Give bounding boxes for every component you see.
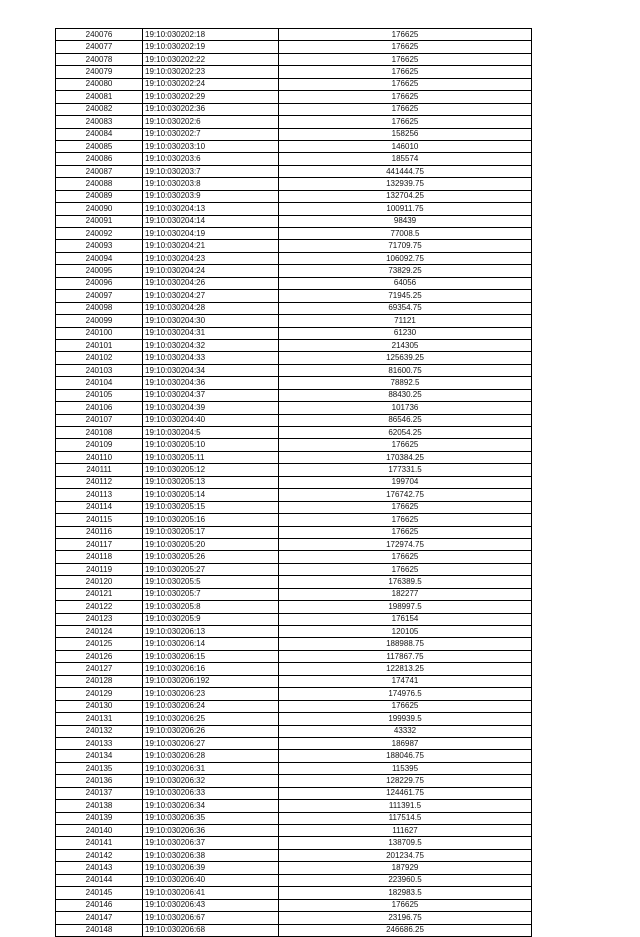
- row-number-cell: 240088: [56, 178, 143, 190]
- table-row: [56, 389, 532, 401]
- row-number-cell: 240097: [56, 290, 143, 302]
- cadastral-value-table: [55, 28, 532, 937]
- value-cell: 186987: [279, 737, 532, 749]
- cadastral-number-cell: 19:10:030203:6: [143, 153, 279, 165]
- table-row: [56, 451, 532, 463]
- value-cell: 88430.25: [279, 389, 532, 401]
- table-row: [56, 912, 532, 924]
- table-row: [56, 551, 532, 563]
- row-number-cell: 240137: [56, 787, 143, 799]
- row-number-cell: 240125: [56, 638, 143, 650]
- row-number-cell: 240077: [56, 41, 143, 53]
- value-cell: 61230: [279, 327, 532, 339]
- row-number-cell: 240090: [56, 203, 143, 215]
- value-cell: 176625: [279, 526, 532, 538]
- row-number-cell: 240094: [56, 252, 143, 264]
- value-cell: 176625: [279, 66, 532, 78]
- table-row: [56, 576, 532, 588]
- value-cell: 146010: [279, 140, 532, 152]
- value-cell: 246686.25: [279, 924, 532, 936]
- cadastral-number-cell: 19:10:030206:25: [143, 713, 279, 725]
- cadastral-number-cell: 19:10:030204:13: [143, 203, 279, 215]
- cadastral-number-cell: 19:10:030206:35: [143, 812, 279, 824]
- row-number-cell: 240103: [56, 364, 143, 376]
- cadastral-number-cell: 19:10:030202:36: [143, 103, 279, 115]
- cadastral-number-cell: 19:10:030206:39: [143, 862, 279, 874]
- cadastral-number-cell: 19:10:030203:9: [143, 190, 279, 202]
- row-number-cell: 240116: [56, 526, 143, 538]
- row-number-cell: 240096: [56, 277, 143, 289]
- cadastral-number-cell: 19:10:030205:8: [143, 601, 279, 613]
- value-cell: 111391.5: [279, 800, 532, 812]
- table-row: [56, 489, 532, 501]
- cadastral-number-cell: 19:10:030204:23: [143, 252, 279, 264]
- row-number-cell: 240099: [56, 315, 143, 327]
- row-number-cell: 240098: [56, 302, 143, 314]
- row-number-cell: 240132: [56, 725, 143, 737]
- value-cell: 125639.25: [279, 352, 532, 364]
- cadastral-number-cell: 19:10:030206:24: [143, 700, 279, 712]
- value-cell: 176625: [279, 41, 532, 53]
- table-row: [56, 414, 532, 426]
- value-cell: 176625: [279, 116, 532, 128]
- row-number-cell: 240112: [56, 476, 143, 488]
- row-number-cell: 240084: [56, 128, 143, 140]
- table-row: [56, 775, 532, 787]
- table-row: [56, 700, 532, 712]
- row-number-cell: 240133: [56, 737, 143, 749]
- value-cell: 441444.75: [279, 165, 532, 177]
- cadastral-number-cell: 19:10:030202:18: [143, 29, 279, 41]
- row-number-cell: 240121: [56, 588, 143, 600]
- row-number-cell: 240110: [56, 451, 143, 463]
- cadastral-number-cell: 19:10:030204:24: [143, 265, 279, 277]
- table-row: [56, 402, 532, 414]
- cadastral-number-cell: 19:10:030204:37: [143, 389, 279, 401]
- row-number-cell: 240148: [56, 924, 143, 936]
- cadastral-number-cell: 19:10:030205:9: [143, 613, 279, 625]
- table-row: [56, 787, 532, 799]
- value-cell: 174741: [279, 675, 532, 687]
- row-number-cell: 240081: [56, 91, 143, 103]
- cadastral-number-cell: 19:10:030204:28: [143, 302, 279, 314]
- table-row: [56, 725, 532, 737]
- cadastral-number-cell: 19:10:030204:34: [143, 364, 279, 376]
- value-cell: 182983.5: [279, 887, 532, 899]
- cadastral-number-cell: 19:10:030205:15: [143, 501, 279, 513]
- row-number-cell: 240079: [56, 66, 143, 78]
- cadastral-number-cell: 19:10:030205:12: [143, 464, 279, 476]
- cadastral-number-cell: 19:10:030206:34: [143, 800, 279, 812]
- row-number-cell: 240145: [56, 887, 143, 899]
- table-row: [56, 688, 532, 700]
- row-number-cell: 240147: [56, 912, 143, 924]
- value-cell: 176625: [279, 29, 532, 41]
- value-cell: 117514.5: [279, 812, 532, 824]
- cadastral-number-cell: 19:10:030206:27: [143, 737, 279, 749]
- row-number-cell: 240146: [56, 899, 143, 911]
- value-cell: 185574: [279, 153, 532, 165]
- row-number-cell: 240120: [56, 576, 143, 588]
- value-cell: 214305: [279, 339, 532, 351]
- cadastral-number-cell: 19:10:030205:10: [143, 439, 279, 451]
- value-cell: 174976.5: [279, 688, 532, 700]
- value-cell: 188988.75: [279, 638, 532, 650]
- table-row: [56, 315, 532, 327]
- row-number-cell: 240093: [56, 240, 143, 252]
- row-number-cell: 240136: [56, 775, 143, 787]
- table-row: [56, 887, 532, 899]
- row-number-cell: 240140: [56, 825, 143, 837]
- row-number-cell: 240141: [56, 837, 143, 849]
- table-row: [56, 240, 532, 252]
- cadastral-number-cell: 19:10:030205:11: [143, 451, 279, 463]
- cadastral-number-cell: 19:10:030203:7: [143, 165, 279, 177]
- cadastral-number-cell: 19:10:030204:19: [143, 228, 279, 240]
- table-row: [56, 66, 532, 78]
- value-cell: 201234.75: [279, 849, 532, 861]
- value-cell: 176625: [279, 78, 532, 90]
- table-row: [56, 377, 532, 389]
- cadastral-number-cell: 19:10:030205:20: [143, 538, 279, 550]
- row-number-cell: 240102: [56, 352, 143, 364]
- row-number-cell: 240144: [56, 874, 143, 886]
- cadastral-number-cell: 19:10:030206:192: [143, 675, 279, 687]
- row-number-cell: 240117: [56, 538, 143, 550]
- cadastral-number-cell: 19:10:030204:14: [143, 215, 279, 227]
- value-cell: 71709.75: [279, 240, 532, 252]
- row-number-cell: 240101: [56, 339, 143, 351]
- value-cell: 176625: [279, 514, 532, 526]
- cadastral-number-cell: 19:10:030206:26: [143, 725, 279, 737]
- cadastral-number-cell: 19:10:030206:68: [143, 924, 279, 936]
- table-row: [56, 812, 532, 824]
- value-cell: 73829.25: [279, 265, 532, 277]
- cadastral-number-cell: 19:10:030203:8: [143, 178, 279, 190]
- value-cell: 176625: [279, 53, 532, 65]
- cadastral-number-cell: 19:10:030202:7: [143, 128, 279, 140]
- cadastral-number-cell: 19:10:030206:37: [143, 837, 279, 849]
- table-row: [56, 899, 532, 911]
- row-number-cell: 240115: [56, 514, 143, 526]
- cadastral-number-cell: 19:10:030205:5: [143, 576, 279, 588]
- row-number-cell: 240092: [56, 228, 143, 240]
- value-cell: 78892.5: [279, 377, 532, 389]
- table-row: [56, 626, 532, 638]
- value-cell: 100911.75: [279, 203, 532, 215]
- cadastral-number-cell: 19:10:030204:27: [143, 290, 279, 302]
- table-row: [56, 427, 532, 439]
- row-number-cell: 240134: [56, 750, 143, 762]
- value-cell: 64056: [279, 277, 532, 289]
- row-number-cell: 240087: [56, 165, 143, 177]
- table-row: [56, 116, 532, 128]
- row-number-cell: 240076: [56, 29, 143, 41]
- table-row: [56, 153, 532, 165]
- cadastral-number-cell: 19:10:030202:24: [143, 78, 279, 90]
- table-row: [56, 514, 532, 526]
- value-cell: 176625: [279, 103, 532, 115]
- value-cell: 122813.25: [279, 663, 532, 675]
- row-number-cell: 240129: [56, 688, 143, 700]
- row-number-cell: 240130: [56, 700, 143, 712]
- cadastral-number-cell: 19:10:030206:15: [143, 650, 279, 662]
- table-row: [56, 265, 532, 277]
- table-row: [56, 29, 532, 41]
- cadastral-number-cell: 19:10:030204:40: [143, 414, 279, 426]
- value-cell: 177331.5: [279, 464, 532, 476]
- table-row: [56, 91, 532, 103]
- table-row: [56, 290, 532, 302]
- cadastral-number-cell: 19:10:030205:27: [143, 563, 279, 575]
- cadastral-number-cell: 19:10:030202:23: [143, 66, 279, 78]
- row-number-cell: 240143: [56, 862, 143, 874]
- value-cell: 176625: [279, 91, 532, 103]
- value-cell: 176625: [279, 899, 532, 911]
- value-cell: 132939.75: [279, 178, 532, 190]
- table-row: [56, 178, 532, 190]
- value-cell: 172974.75: [279, 538, 532, 550]
- value-cell: 199939.5: [279, 713, 532, 725]
- row-number-cell: 240126: [56, 650, 143, 662]
- table-row: [56, 650, 532, 662]
- cadastral-number-cell: 19:10:030204:26: [143, 277, 279, 289]
- table-row: [56, 364, 532, 376]
- cadastral-number-cell: 19:10:030206:32: [143, 775, 279, 787]
- value-cell: 198997.5: [279, 601, 532, 613]
- cadastral-number-cell: 19:10:030202:29: [143, 91, 279, 103]
- cadastral-number-cell: 19:10:030205:14: [143, 489, 279, 501]
- row-number-cell: 240139: [56, 812, 143, 824]
- table-row: [56, 140, 532, 152]
- table-body: [56, 29, 532, 937]
- row-number-cell: 240123: [56, 613, 143, 625]
- table-row: [56, 924, 532, 936]
- table-row: [56, 601, 532, 613]
- value-cell: 170384.25: [279, 451, 532, 463]
- cadastral-number-cell: 19:10:030202:6: [143, 116, 279, 128]
- value-cell: 98439: [279, 215, 532, 227]
- cadastral-number-cell: 19:10:030205:17: [143, 526, 279, 538]
- row-number-cell: 240111: [56, 464, 143, 476]
- table-row: [56, 675, 532, 687]
- cadastral-number-cell: 19:10:030205:13: [143, 476, 279, 488]
- value-cell: 77008.5: [279, 228, 532, 240]
- cadastral-number-cell: 19:10:030204:36: [143, 377, 279, 389]
- table-row: [56, 613, 532, 625]
- row-number-cell: 240109: [56, 439, 143, 451]
- row-number-cell: 240080: [56, 78, 143, 90]
- row-number-cell: 240100: [56, 327, 143, 339]
- value-cell: 23196.75: [279, 912, 532, 924]
- table-row: [56, 526, 532, 538]
- row-number-cell: 240095: [56, 265, 143, 277]
- value-cell: 43332: [279, 725, 532, 737]
- cadastral-number-cell: 19:10:030204:31: [143, 327, 279, 339]
- table-row: [56, 501, 532, 513]
- row-number-cell: 240114: [56, 501, 143, 513]
- value-cell: 182277: [279, 588, 532, 600]
- table-row: [56, 476, 532, 488]
- cadastral-number-cell: 19:10:030206:16: [143, 663, 279, 675]
- value-cell: 106092.75: [279, 252, 532, 264]
- cadastral-number-cell: 19:10:030204:33: [143, 352, 279, 364]
- table-row: [56, 190, 532, 202]
- value-cell: 176625: [279, 700, 532, 712]
- value-cell: 115395: [279, 762, 532, 774]
- table-row: [56, 862, 532, 874]
- row-number-cell: 240108: [56, 427, 143, 439]
- table-row: [56, 849, 532, 861]
- value-cell: 158256: [279, 128, 532, 140]
- value-cell: 188046.75: [279, 750, 532, 762]
- value-cell: 81600.75: [279, 364, 532, 376]
- row-number-cell: 240127: [56, 663, 143, 675]
- row-number-cell: 240086: [56, 153, 143, 165]
- table-row: [56, 103, 532, 115]
- row-number-cell: 240138: [56, 800, 143, 812]
- table-row: [56, 252, 532, 264]
- table-row: [56, 203, 532, 215]
- cadastral-number-cell: 19:10:030202:22: [143, 53, 279, 65]
- table-row: [56, 588, 532, 600]
- cadastral-number-cell: 19:10:030203:10: [143, 140, 279, 152]
- cadastral-value-table-sheet: [55, 28, 531, 937]
- table-row: [56, 750, 532, 762]
- value-cell: 101736: [279, 402, 532, 414]
- value-cell: 176389.5: [279, 576, 532, 588]
- table-row: [56, 302, 532, 314]
- row-number-cell: 240082: [56, 103, 143, 115]
- value-cell: 176154: [279, 613, 532, 625]
- table-row: [56, 78, 532, 90]
- value-cell: 176742.75: [279, 489, 532, 501]
- value-cell: 187929: [279, 862, 532, 874]
- cadastral-number-cell: 19:10:030206:14: [143, 638, 279, 650]
- table-row: [56, 41, 532, 53]
- row-number-cell: 240091: [56, 215, 143, 227]
- value-cell: 176625: [279, 563, 532, 575]
- table-row: [56, 800, 532, 812]
- row-number-cell: 240083: [56, 116, 143, 128]
- value-cell: 128229.75: [279, 775, 532, 787]
- cadastral-number-cell: 19:10:030205:26: [143, 551, 279, 563]
- value-cell: 223960.5: [279, 874, 532, 886]
- table-row: [56, 339, 532, 351]
- row-number-cell: 240107: [56, 414, 143, 426]
- table-row: [56, 464, 532, 476]
- table-row: [56, 215, 532, 227]
- cadastral-number-cell: 19:10:030206:28: [143, 750, 279, 762]
- row-number-cell: 240142: [56, 849, 143, 861]
- cadastral-number-cell: 19:10:030206:43: [143, 899, 279, 911]
- value-cell: 111627: [279, 825, 532, 837]
- value-cell: 117867.75: [279, 650, 532, 662]
- cadastral-number-cell: 19:10:030206:67: [143, 912, 279, 924]
- table-row: [56, 638, 532, 650]
- table-row: [56, 53, 532, 65]
- table-row: [56, 825, 532, 837]
- value-cell: 86546.25: [279, 414, 532, 426]
- row-number-cell: 240119: [56, 563, 143, 575]
- table-row: [56, 563, 532, 575]
- table-row: [56, 165, 532, 177]
- row-number-cell: 240124: [56, 626, 143, 638]
- cadastral-number-cell: 19:10:030204:5: [143, 427, 279, 439]
- row-number-cell: 240104: [56, 377, 143, 389]
- row-number-cell: 240089: [56, 190, 143, 202]
- table-row: [56, 762, 532, 774]
- value-cell: 138709.5: [279, 837, 532, 849]
- row-number-cell: 240078: [56, 53, 143, 65]
- table-row: [56, 737, 532, 749]
- cadastral-number-cell: 19:10:030204:32: [143, 339, 279, 351]
- table-row: [56, 837, 532, 849]
- table-row: [56, 439, 532, 451]
- value-cell: 176625: [279, 439, 532, 451]
- row-number-cell: 240128: [56, 675, 143, 687]
- table-row: [56, 538, 532, 550]
- cadastral-number-cell: 19:10:030206:41: [143, 887, 279, 899]
- table-row: [56, 277, 532, 289]
- row-number-cell: 240085: [56, 140, 143, 152]
- row-number-cell: 240131: [56, 713, 143, 725]
- value-cell: 120105: [279, 626, 532, 638]
- table-row: [56, 352, 532, 364]
- value-cell: 132704.25: [279, 190, 532, 202]
- cadastral-number-cell: 19:10:030204:30: [143, 315, 279, 327]
- value-cell: 62054.25: [279, 427, 532, 439]
- row-number-cell: 240135: [56, 762, 143, 774]
- cadastral-number-cell: 19:10:030206:23: [143, 688, 279, 700]
- row-number-cell: 240105: [56, 389, 143, 401]
- value-cell: 176625: [279, 501, 532, 513]
- value-cell: 176625: [279, 551, 532, 563]
- cadastral-number-cell: 19:10:030205:7: [143, 588, 279, 600]
- table-row: [56, 327, 532, 339]
- table-row: [56, 663, 532, 675]
- cadastral-number-cell: 19:10:030206:33: [143, 787, 279, 799]
- cadastral-number-cell: 19:10:030204:21: [143, 240, 279, 252]
- row-number-cell: 240118: [56, 551, 143, 563]
- table-row: [56, 713, 532, 725]
- value-cell: 71121: [279, 315, 532, 327]
- value-cell: 199704: [279, 476, 532, 488]
- cadastral-number-cell: 19:10:030206:40: [143, 874, 279, 886]
- cadastral-number-cell: 19:10:030206:31: [143, 762, 279, 774]
- row-number-cell: 240106: [56, 402, 143, 414]
- row-number-cell: 240113: [56, 489, 143, 501]
- value-cell: 69354.75: [279, 302, 532, 314]
- table-row: [56, 874, 532, 886]
- cadastral-number-cell: 19:10:030206:13: [143, 626, 279, 638]
- cadastral-number-cell: 19:10:030205:16: [143, 514, 279, 526]
- cadastral-number-cell: 19:10:030206:38: [143, 849, 279, 861]
- value-cell: 71945.25: [279, 290, 532, 302]
- table-row: [56, 228, 532, 240]
- cadastral-number-cell: 19:10:030202:19: [143, 41, 279, 53]
- row-number-cell: 240122: [56, 601, 143, 613]
- table-row: [56, 128, 532, 140]
- value-cell: 124461.75: [279, 787, 532, 799]
- cadastral-number-cell: 19:10:030206:36: [143, 825, 279, 837]
- cadastral-number-cell: 19:10:030204:39: [143, 402, 279, 414]
